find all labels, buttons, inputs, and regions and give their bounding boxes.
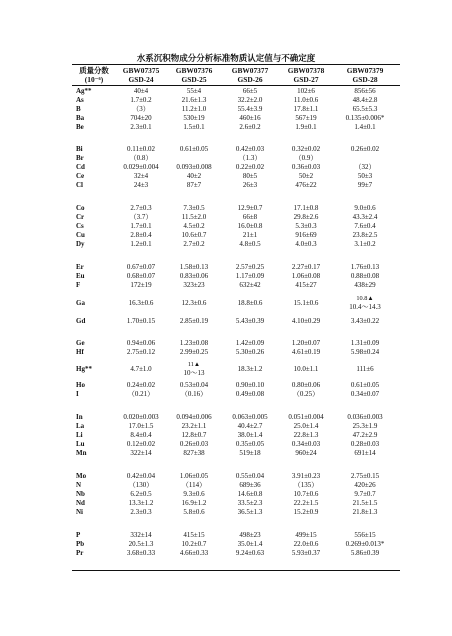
value-cell: 415±27 — [295, 281, 317, 289]
value-cell: 36.5±1.3 — [237, 508, 263, 516]
value-cell: 66±5 — [242, 87, 258, 95]
element-symbol: Er — [76, 263, 84, 271]
value-cell: 499±15 — [295, 531, 317, 539]
value-cell: 2.6±0.2 — [239, 123, 261, 131]
value-cell: 0.42±0.03 — [235, 145, 265, 153]
table-row — [0, 213, 452, 222]
value-cell: 23.2±1.1 — [181, 422, 207, 430]
value-cell: 32.2±2.0 — [237, 96, 263, 104]
value-cell: 519±18 — [239, 449, 261, 457]
value-cell: 26±3 — [242, 181, 258, 189]
value-cell: 12.9±0.7 — [237, 204, 263, 212]
header-bottom-rule — [72, 85, 400, 86]
value-cell: 0.83±0.06 — [179, 272, 209, 280]
value-cell: 2.3±0.1 — [130, 123, 152, 131]
element-symbol: La — [76, 422, 85, 430]
element-symbol: Cs — [76, 222, 84, 230]
element-symbol: As — [76, 96, 84, 104]
table-row — [0, 481, 452, 490]
element-symbol: Ni — [76, 508, 83, 516]
header-column-name: GSD-24 — [128, 75, 154, 84]
table-row — [0, 154, 452, 163]
value-cell: 16.9±1.2 — [181, 499, 207, 507]
value-cell: 0.88±0.08 — [350, 272, 380, 280]
header-column-code: GBW07378 — [287, 66, 325, 75]
value-cell: 66±8 — [242, 213, 258, 221]
element-symbol: Cu — [76, 231, 85, 239]
table-row — [0, 123, 452, 132]
value-cell: 0.90±0.10 — [235, 381, 265, 389]
value-cell: 21.8±1.3 — [352, 508, 378, 516]
value-cell: 21.5±1.5 — [352, 499, 378, 507]
element-symbol: Br — [76, 154, 84, 162]
table-row — [0, 549, 452, 558]
table-row — [0, 348, 452, 357]
element-symbol: Pr — [76, 549, 84, 557]
value-cell: 0.61±0.05 — [350, 381, 380, 389]
element-symbol: Ce — [76, 172, 85, 180]
value-cell: 40.4±2.7 — [237, 422, 263, 430]
value-cell: 0.49±0.08 — [235, 390, 265, 398]
value-cell: 25.0±1.4 — [293, 422, 319, 430]
value-cell: （0.25） — [292, 390, 320, 398]
table-row — [0, 339, 452, 348]
element-symbol: N — [76, 481, 82, 489]
value-cell: 17.1±0.8 — [293, 204, 319, 212]
value-cell: 35.0±1.4 — [237, 540, 263, 548]
value-cell: 2.85±0.19 — [179, 317, 209, 325]
value-cell: 50±2 — [298, 172, 314, 180]
value-cell: 420±26 — [354, 481, 376, 489]
table-row — [0, 96, 452, 105]
table-row — [0, 531, 452, 540]
value-cell: 8.4±0.4 — [130, 431, 152, 439]
element-symbol: Li — [76, 431, 83, 439]
table-row — [0, 231, 452, 240]
element-symbol: Dy — [76, 240, 85, 248]
value-cell: 9.7±0.7 — [354, 490, 376, 498]
value-cell: 5.86±0.39 — [350, 549, 380, 557]
value-cell: 0.020±0.003 — [123, 413, 159, 421]
table-row — [0, 390, 452, 399]
value-cell: 10.6±0.7 — [181, 231, 207, 239]
header-column-code: GBW07376 — [175, 66, 213, 75]
value-cell: 55.4±3.9 — [237, 105, 263, 113]
element-symbol: F — [76, 281, 81, 289]
element-symbol: Eu — [76, 272, 85, 280]
value-cell: 16.0±0.8 — [237, 222, 263, 230]
value-cell: 1.06±0.08 — [291, 272, 321, 280]
table-row — [0, 381, 452, 390]
element-symbol: Cr — [76, 213, 85, 221]
value-cell: 38.0±1.4 — [237, 431, 263, 439]
value-cell-range: 10～13 — [183, 369, 205, 377]
value-cell: 3.43±0.22 — [350, 317, 380, 325]
element-symbol: Cl — [76, 181, 83, 189]
value-cell: 704±20 — [130, 114, 152, 122]
value-cell: 4.7±1.0 — [130, 365, 152, 373]
value-cell: 322±14 — [130, 449, 152, 457]
value-cell: 2.7±0.3 — [130, 204, 152, 212]
value-cell: 556±15 — [354, 531, 376, 539]
value-cell: 0.029±0.004 — [123, 163, 159, 171]
table-row — [0, 240, 452, 249]
value-cell: 1.5±0.1 — [183, 123, 205, 131]
value-cell: 1.9±0.1 — [295, 123, 317, 131]
value-cell: （0.16） — [180, 390, 208, 398]
value-cell: 0.34±0.07 — [350, 390, 380, 398]
value-cell: 2.27±0.17 — [291, 263, 321, 271]
value-cell: 2.75±0.15 — [350, 472, 380, 480]
value-cell: 415±15 — [183, 531, 205, 539]
value-cell: 2.57±0.25 — [235, 263, 265, 271]
value-cell: 498±23 — [239, 531, 261, 539]
value-cell: 0.80±0.06 — [291, 381, 321, 389]
header-column-code: GBW07379 — [346, 66, 384, 75]
value-cell: 4.5±0.2 — [183, 222, 205, 230]
value-cell: 43.3±2.4 — [352, 213, 378, 221]
header-column-code: GBW07377 — [231, 66, 269, 75]
element-symbol: B — [76, 105, 81, 113]
element-symbol: Mo — [76, 472, 87, 480]
table-row — [0, 172, 452, 181]
value-cell: 3.91±0.23 — [291, 472, 321, 480]
element-symbol: Be — [76, 123, 84, 131]
value-cell: 960±24 — [295, 449, 317, 457]
element-symbol: Ho — [76, 381, 85, 389]
value-cell: 1.70±0.15 — [126, 317, 156, 325]
element-symbol: Bi — [76, 145, 83, 153]
value-cell: 99±7 — [357, 181, 373, 189]
value-cell: 5.98±0.24 — [350, 348, 380, 356]
value-cell: 11.0±0.6 — [293, 96, 319, 104]
value-cell: 24±3 — [133, 181, 149, 189]
value-cell: 1.06±0.05 — [179, 472, 209, 480]
value-cell: 18.3±1.2 — [237, 365, 263, 373]
table-row — [0, 105, 452, 114]
table-row — [0, 413, 452, 422]
value-cell: 3.68±0.33 — [126, 549, 156, 557]
table-row — [0, 508, 452, 517]
element-symbol: Co — [76, 204, 85, 212]
value-cell: （0.9） — [294, 154, 318, 162]
value-cell: 0.67±0.07 — [126, 263, 156, 271]
value-cell: 12.8±0.7 — [181, 431, 207, 439]
table-row — [0, 440, 452, 449]
table-row — [0, 499, 452, 508]
value-cell: 0.28±0.03 — [350, 440, 380, 448]
value-cell: 827±38 — [183, 449, 205, 457]
value-cell: 50±3 — [357, 172, 373, 180]
value-cell: 14.6±0.8 — [237, 490, 263, 498]
element-symbol: Lu — [76, 440, 85, 448]
value-cell: 29.8±2.6 — [293, 213, 319, 221]
value-cell: 460±16 — [239, 114, 261, 122]
element-symbol: Nd — [76, 499, 85, 507]
table-top-rule — [72, 64, 400, 65]
value-cell: 2.99±0.25 — [179, 348, 209, 356]
element-symbol: I — [76, 390, 79, 398]
value-cell-indicative: 10.8▲ — [356, 295, 374, 302]
value-cell: 25.3±1.9 — [352, 422, 378, 430]
value-cell: 80±5 — [242, 172, 258, 180]
element-symbol: Cd — [76, 163, 85, 171]
table-row — [0, 87, 452, 96]
value-cell: 689±36 — [239, 481, 261, 489]
header-element-unit: (10⁻⁶) — [84, 75, 104, 84]
value-cell: 111±6 — [356, 365, 374, 373]
value-cell: 22.2±1.5 — [293, 499, 319, 507]
value-cell: 5.43±0.39 — [235, 317, 265, 325]
value-cell: 691±14 — [354, 449, 376, 457]
value-cell: 4.8±0.5 — [239, 240, 261, 248]
value-cell: 1.31±0.09 — [350, 339, 380, 347]
value-cell: 5.3±0.3 — [295, 222, 317, 230]
element-symbol: Ga — [76, 299, 85, 307]
value-cell: 0.094±0.006 — [176, 413, 212, 421]
value-cell: 567±19 — [295, 114, 317, 122]
value-cell: 2.7±0.2 — [183, 240, 205, 248]
header-column-2 — [166, 66, 222, 84]
value-cell: （0.21） — [127, 390, 155, 398]
header-element-label — [72, 66, 116, 84]
value-cell: （130） — [128, 481, 154, 489]
table-bottom-rule — [72, 570, 400, 571]
value-cell: 6.2±0.5 — [130, 490, 152, 498]
header-column-name: GSD-26 — [237, 75, 263, 84]
value-cell: 11.2±1.0 — [181, 105, 207, 113]
value-cell: 11.5±2.0 — [181, 213, 207, 221]
value-cell: 1.7±0.2 — [130, 96, 152, 104]
table-title: 水系沉积物成分分析标准物质认定值与不确定度 — [136, 54, 316, 64]
value-cell: 438±29 — [354, 281, 376, 289]
value-cell: 0.26±0.03 — [179, 440, 209, 448]
header-column-name: GSD-27 — [293, 75, 319, 84]
value-cell: 0.32±0.02 — [291, 145, 321, 153]
header-column-name: GSD-28 — [352, 75, 378, 84]
value-cell: 40±4 — [133, 87, 149, 95]
header-element-name: 质量分数 — [79, 66, 109, 75]
value-cell: 1.4±0.1 — [354, 123, 376, 131]
value-cell: 3.1±0.2 — [354, 240, 376, 248]
value-cell: 0.34±0.03 — [291, 440, 321, 448]
value-cell: 20.5±1.3 — [128, 540, 154, 548]
value-cell: 0.11±0.02 — [126, 145, 156, 153]
value-cell: 5.8±0.6 — [183, 508, 205, 516]
value-cell — [334, 294, 396, 312]
value-cell: 916±69 — [295, 231, 317, 239]
value-cell: 15.2±0.9 — [293, 508, 319, 516]
value-cell: 0.55±0.04 — [235, 472, 265, 480]
element-symbol: Pb — [76, 540, 85, 548]
value-cell: 0.26±0.02 — [350, 145, 380, 153]
table-row — [0, 490, 452, 499]
value-cell: 0.61±0.05 — [179, 145, 209, 153]
element-symbol: Hf — [76, 348, 84, 356]
table-row — [0, 472, 452, 481]
value-cell: 0.42±0.04 — [126, 472, 156, 480]
header-column-4 — [278, 66, 334, 84]
value-cell: 0.12±0.02 — [126, 440, 156, 448]
value-cell: 16.3±0.6 — [128, 299, 154, 307]
element-symbol: Ba — [76, 114, 85, 122]
value-cell: 632±42 — [239, 281, 261, 289]
element-symbol: Mn — [76, 449, 87, 457]
value-cell-indicative: 11▲ — [187, 361, 201, 368]
value-cell: 102±6 — [297, 87, 315, 95]
table-row — [0, 361, 452, 377]
table-row — [0, 449, 452, 458]
value-cell: 10.2±0.7 — [181, 540, 207, 548]
value-cell: 21.6±1.3 — [181, 96, 207, 104]
value-cell: （0.8） — [129, 154, 153, 162]
value-cell: 33.5±2.3 — [237, 499, 263, 507]
element-symbol: Ag** — [76, 87, 92, 95]
value-cell: 0.135±0.006* — [345, 114, 385, 122]
value-cell: 23.8±2.5 — [352, 231, 378, 239]
table-row — [0, 222, 452, 231]
header-column-3 — [222, 66, 278, 84]
value-cell: （135） — [293, 481, 319, 489]
value-cell: 4.61±0.19 — [291, 348, 321, 356]
value-cell: 0.063±0.005 — [232, 413, 268, 421]
header-column-5 — [334, 66, 396, 84]
value-cell: 12.3±0.6 — [181, 299, 207, 307]
value-cell: 2.3±0.3 — [130, 508, 152, 516]
value-cell: 55±4 — [186, 87, 202, 95]
value-cell: （3.7） — [129, 213, 153, 221]
value-cell: 0.68±0.07 — [126, 272, 156, 280]
value-cell: 1.17±0.09 — [235, 272, 265, 280]
table-row — [0, 272, 452, 281]
table-row — [0, 540, 452, 549]
value-cell: 4.66±0.33 — [179, 549, 209, 557]
value-cell: 17.0±1.5 — [128, 422, 154, 430]
value-cell: 10.7±0.6 — [293, 490, 319, 498]
value-cell: 15.1±0.6 — [293, 299, 319, 307]
value-cell: 2.75±0.12 — [126, 348, 156, 356]
value-cell: 0.093±0.008 — [176, 163, 212, 171]
value-cell: 4.10±0.29 — [291, 317, 321, 325]
value-cell: 0.24±0.02 — [126, 381, 156, 389]
value-cell: 40±2 — [186, 172, 202, 180]
value-cell: 65.5±5.3 — [352, 105, 378, 113]
value-cell: 2.8±0.4 — [130, 231, 152, 239]
value-cell: 18.8±0.6 — [237, 299, 263, 307]
value-cell: （32） — [354, 163, 376, 171]
value-cell: 476±22 — [295, 181, 317, 189]
value-cell: 5.93±0.37 — [291, 549, 321, 557]
table-row — [0, 431, 452, 440]
table-row — [0, 317, 452, 326]
value-cell: 0.53±0.04 — [179, 381, 209, 389]
value-cell: 7.6±0.4 — [354, 222, 376, 230]
value-cell: 9.0±0.6 — [354, 204, 376, 212]
value-cell: 1.20±0.07 — [291, 339, 321, 347]
value-cell: 0.35±0.05 — [235, 440, 265, 448]
value-cell: 1.76±0.13 — [350, 263, 380, 271]
value-cell: 0.036±0.003 — [347, 413, 383, 421]
value-cell: （1.3） — [238, 154, 262, 162]
table-row — [0, 145, 452, 154]
element-symbol: P — [76, 531, 81, 539]
value-cell-range: 10.4～14.3 — [349, 303, 381, 311]
value-cell: 323±23 — [183, 281, 205, 289]
header-column-name: GSD-25 — [181, 75, 207, 84]
value-cell: 1.2±0.1 — [130, 240, 152, 248]
value-cell: 22.0±0.6 — [293, 540, 319, 548]
value-cell: 32±4 — [133, 172, 149, 180]
table-row — [0, 114, 452, 123]
table-row — [0, 204, 452, 213]
element-symbol: In — [76, 413, 83, 421]
table-row — [0, 422, 452, 431]
value-cell: 21±1 — [242, 231, 258, 239]
value-cell: 0.94±0.06 — [126, 339, 156, 347]
value-cell: 17.8±1.1 — [293, 105, 319, 113]
value-cell: 1.42±0.09 — [235, 339, 265, 347]
value-cell: 0.36±0.03 — [291, 163, 321, 171]
table-row — [0, 281, 452, 290]
value-cell: 0.269±0.013* — [345, 540, 385, 548]
value-cell: 5.30±0.26 — [235, 348, 265, 356]
value-cell: 9.3±0.6 — [183, 490, 205, 498]
value-cell: 172±19 — [130, 281, 152, 289]
value-cell: 47.2±2.9 — [352, 431, 378, 439]
table-row — [0, 181, 452, 190]
value-cell: 9.24±0.63 — [235, 549, 265, 557]
header-column-1 — [116, 66, 166, 84]
value-cell: 856±56 — [354, 87, 376, 95]
value-cell: 332±14 — [130, 531, 152, 539]
table-row — [0, 163, 452, 172]
value-cell: 48.4±2.8 — [352, 96, 378, 104]
value-cell: 87±7 — [186, 181, 202, 189]
value-cell: （3） — [132, 105, 150, 113]
value-cell: 530±19 — [183, 114, 205, 122]
value-cell: 0.22±0.02 — [235, 163, 265, 171]
value-cell: 1.23±0.08 — [179, 339, 209, 347]
element-symbol: Gd — [76, 317, 86, 325]
table-row — [0, 263, 452, 272]
value-cell: 22.8±1.3 — [293, 431, 319, 439]
value-cell: 7.3±0.5 — [183, 204, 205, 212]
element-symbol: Hg** — [76, 365, 92, 373]
value-cell: （114） — [181, 481, 207, 489]
element-symbol: Nb — [76, 490, 85, 498]
value-cell: 0.051±0.004 — [288, 413, 324, 421]
value-cell — [166, 360, 222, 378]
value-cell: 1.7±0.1 — [130, 222, 152, 230]
table-row — [0, 295, 452, 311]
value-cell: 1.58±0.13 — [179, 263, 209, 271]
header-column-code: GBW07375 — [122, 66, 160, 75]
value-cell: 4.0±0.3 — [295, 240, 317, 248]
value-cell: 10.0±1.1 — [293, 365, 319, 373]
value-cell: 13.3±1.2 — [128, 499, 154, 507]
element-symbol: Ge — [76, 339, 85, 347]
